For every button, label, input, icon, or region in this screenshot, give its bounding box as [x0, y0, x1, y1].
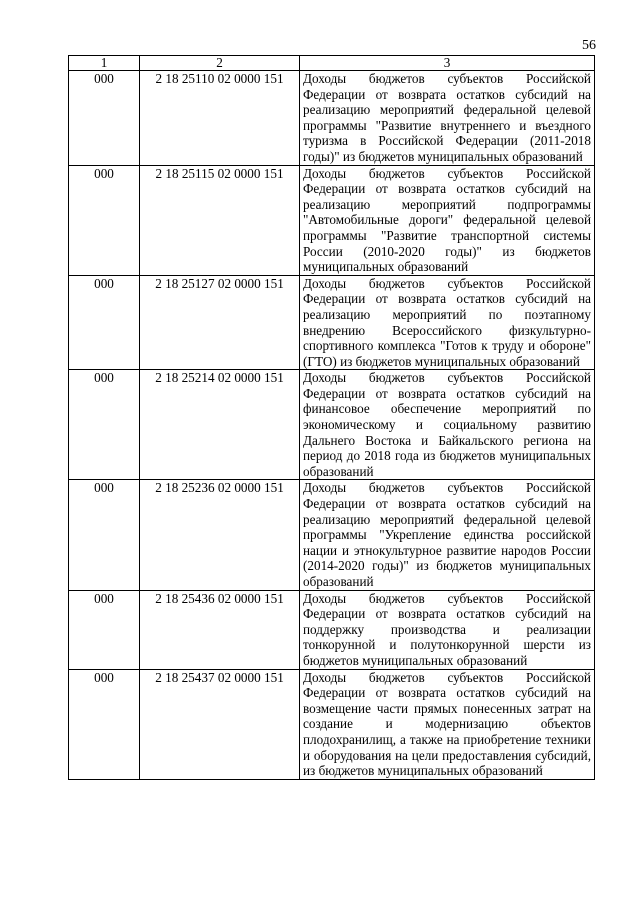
- admin-code-cell: 000: [69, 669, 140, 779]
- table-row: [69, 275, 595, 370]
- budget-code-cell: 2 18 25436 02 0000 151: [140, 590, 300, 669]
- description-cell: Доходы бюджетов субъектов Российской Федерации от возврата остатков субсидий на поддержку производства и реализации тонкорунной и полутонкорунной шерсти из бюджетов муниципальных образований: [300, 590, 595, 669]
- budget-classification-table: [68, 55, 595, 780]
- column-header-1: 1: [69, 56, 140, 71]
- budget-code-cell: 2 18 25110 02 0000 151: [140, 71, 300, 166]
- table-row: [69, 480, 595, 590]
- admin-code-cell: 000: [69, 480, 140, 590]
- description-cell: Доходы бюджетов субъектов Российской Федерации от возврата остатков субсидий на реализацию мероприятий подпрограммы "Автомобильные дороги" федеральной целевой программы "Развитие транспортной системы России (2010-2020 годы)" из бюджетов муниципальных образований: [300, 165, 595, 275]
- table-row: [69, 590, 595, 669]
- description-cell: Доходы бюджетов субъектов Российской Федерации от возврата остатков субсидий на реализацию мероприятий по поэтапному внедрению Всероссийского физкультурно-спортивного комплекса "Готов к труду и обороне" (ГТО) из бюджетов муниципальных образований: [300, 275, 595, 370]
- column-header-3: 3: [300, 56, 595, 71]
- column-header-2: 2: [140, 56, 300, 71]
- description-cell: Доходы бюджетов субъектов Российской Федерации от возврата остатков субсидий на реализацию мероприятий федеральной целевой программы "Укрепление единства российской нации и этнокультурное развитие народов России (2014-2020 годы)" из бюджетов муниципальных образований: [300, 480, 595, 590]
- budget-code-cell: 2 18 25236 02 0000 151: [140, 480, 300, 590]
- table-row: [69, 370, 595, 480]
- description-cell: Доходы бюджетов субъектов Российской Федерации от возврата остатков субсидий на возмещение части прямых понесенных затрат на создание и модернизацию объектов плодохранилищ, а также на приобретение техники и оборудования на цели предоставления субсидий, из бюджетов муниципальных образований: [300, 669, 595, 779]
- table-row: [69, 165, 595, 275]
- budget-code-cell: 2 18 25214 02 0000 151: [140, 370, 300, 480]
- budget-code-cell: 2 18 25127 02 0000 151: [140, 275, 300, 370]
- admin-code-cell: 000: [69, 71, 140, 166]
- admin-code-cell: 000: [69, 165, 140, 275]
- description-cell: Доходы бюджетов субъектов Российской Федерации от возврата остатков субсидий на финансовое обеспечение мероприятий по экономическому и социальному развитию Дальнего Востока и Байкальского региона на период до 2018 года из бюджетов муниципальных образований: [300, 370, 595, 480]
- table-row: [69, 71, 595, 166]
- page-number: 56: [582, 38, 596, 53]
- table-header-row: [69, 56, 595, 71]
- admin-code-cell: 000: [69, 275, 140, 370]
- admin-code-cell: 000: [69, 590, 140, 669]
- admin-code-cell: 000: [69, 370, 140, 480]
- budget-code-cell: 2 18 25115 02 0000 151: [140, 165, 300, 275]
- description-cell: Доходы бюджетов субъектов Российской Федерации от возврата остатков субсидий на реализацию мероприятий федеральной целевой программы "Развитие внутреннего и въездного туризма в Российской Федерации (2011-2018 годы)" из бюджетов муниципальных образований: [300, 71, 595, 166]
- budget-code-cell: 2 18 25437 02 0000 151: [140, 669, 300, 779]
- table-row: [69, 669, 595, 779]
